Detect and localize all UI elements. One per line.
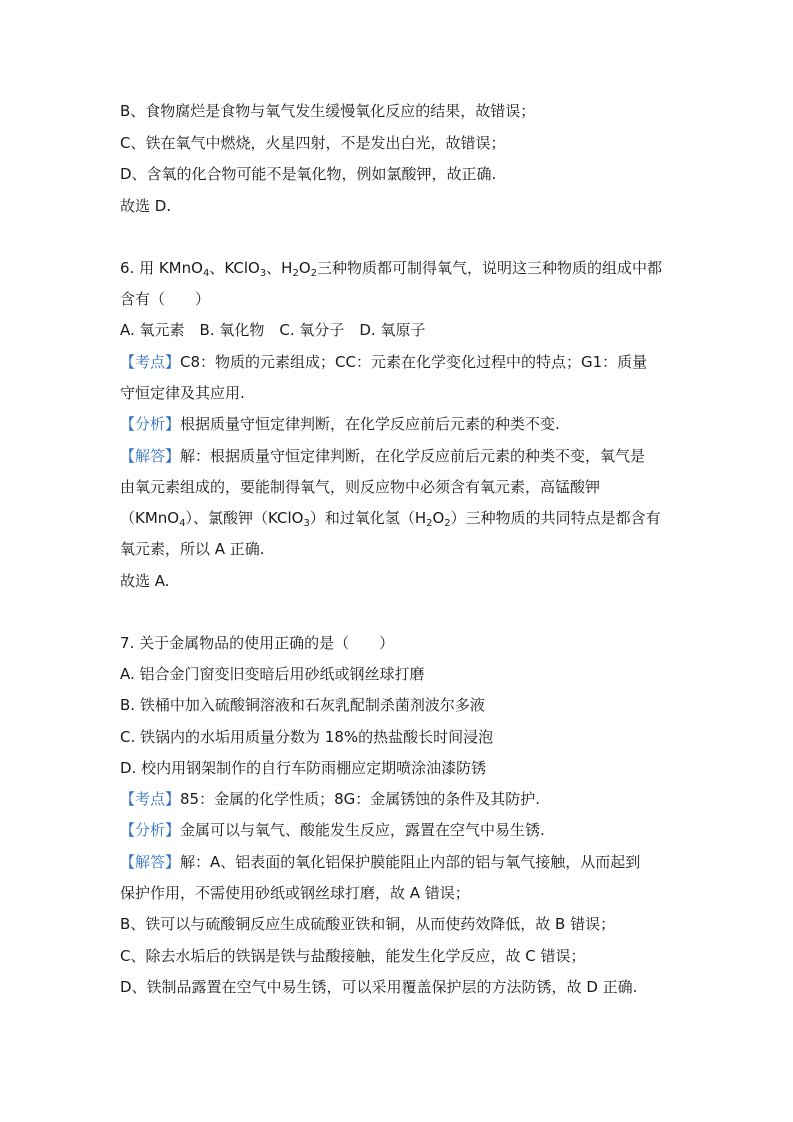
prev-explanation-d: D、含氧的化合物可能不是氧化物，例如氯酸钾，故正确. [120,165,497,183]
q6-stem-line2: 含有（ ） [120,290,211,308]
kaodian-tag: 【考点】 [120,790,181,808]
q7-jieda: 【解答】解：A、铝表面的氧化铝保护膜能阻止内部的铝与氧气接触，从而起到 [120,853,641,871]
q6-fenxi: 【分析】根据质量守恒定律判断，在化学反应前后元素的种类不变. [120,415,560,433]
q7-fenxi: 【分析】金属可以与氧气、酸能发生反应，露置在空气中易生锈. [120,821,545,839]
q6-jieda-line4: 氧元素，所以 A 正确. [120,540,265,558]
q7-stem: 7. 关于金属物品的使用正确的是（ ） [120,634,395,652]
q6-jieda-line2: 由氧元素组成的，要能制得氧气，则反应物中必须含有氧元素，高锰酸钾 [120,478,601,496]
prev-explanation-c: C、铁在氧气中燃烧，火星四射，不是发出白光，故错误； [120,134,506,152]
q7-jieda-line2: 保护作用，不需使用砂纸或钢丝球打磨，故 A 错误； [120,884,470,902]
prev-explanation-b: B、食物腐烂是食物与氧气发生缓慢氧化反应的结果，故错误； [120,102,536,120]
q6-kaodian: 【考点】C8：物质的元素组成；CC：元素在化学变化过程中的特点；G1：质量 [120,353,648,371]
q7-jieda-line4: C、除去水垢后的铁锅是铁与盐酸接触，能发生化学反应，故 C 错误； [120,947,586,965]
q6-jieda: 【解答】解：根据质量守恒定律判断，在化学反应前后元素的种类不变，氧气是 [120,447,646,465]
q6-jieda-line3: （KMnO$_4$）、氯酸钾（KClO$_3$）和过氧化氢$(H_2O_2)$三种物质的共同特点是都含有 [120,509,661,529]
q7-kaodian: 【考点】85：金属的化学性质；8G：金属锈蚀的条件及其防护. [120,790,541,808]
prev-answer: 故选 D. [120,197,172,215]
jieda-tag: 【解答】 [120,853,181,871]
q6-options: A. 氧元素 B. 氧化物 C. 氧分子 D. 氧原子 [120,321,426,339]
q7-option-b: B. 铁桶中加入硫酸铜溶液和石灰乳配制杀菌剂波尔多液 [120,696,485,714]
jieda-tag: 【解答】 [120,447,181,465]
fenxi-tag: 【分析】 [120,415,181,433]
kaodian-tag: 【考点】 [120,353,181,371]
q7-option-d: D. 校内用钢架制作的自行车防雨棚应定期喷涂油漆防锈 [120,759,487,777]
q7-jieda-line3: B、铁可以与硫酸铜反应生成硫酸亚铁和铜，从而使药效降低，故 B 错误； [120,915,616,933]
fenxi-tag: 【分析】 [120,821,181,839]
q6-answer: 故选 A. [120,572,170,590]
q7-option-c: C. 铁锅内的水垢用质量分数为 18%的热盐酸长时间浸泡 [120,728,494,746]
q6-stem: 6. 用 KMnO$_4$、KClO$_3$、$H_2O_2$三种物质都可制得氧气，说明这三种物质的组成中都 [120,259,663,279]
q7-option-a: A. 铝合金门窗变旧变暗后用砂纸或钢丝球打磨 [120,665,425,683]
q6-kaodian-line2: 守恒定律及其应用. [120,384,245,402]
q7-jieda-line5: D、铁制品露置在空气中易生锈，可以采用覆盖保护层的方法防锈，故 D 正确. [120,978,638,996]
